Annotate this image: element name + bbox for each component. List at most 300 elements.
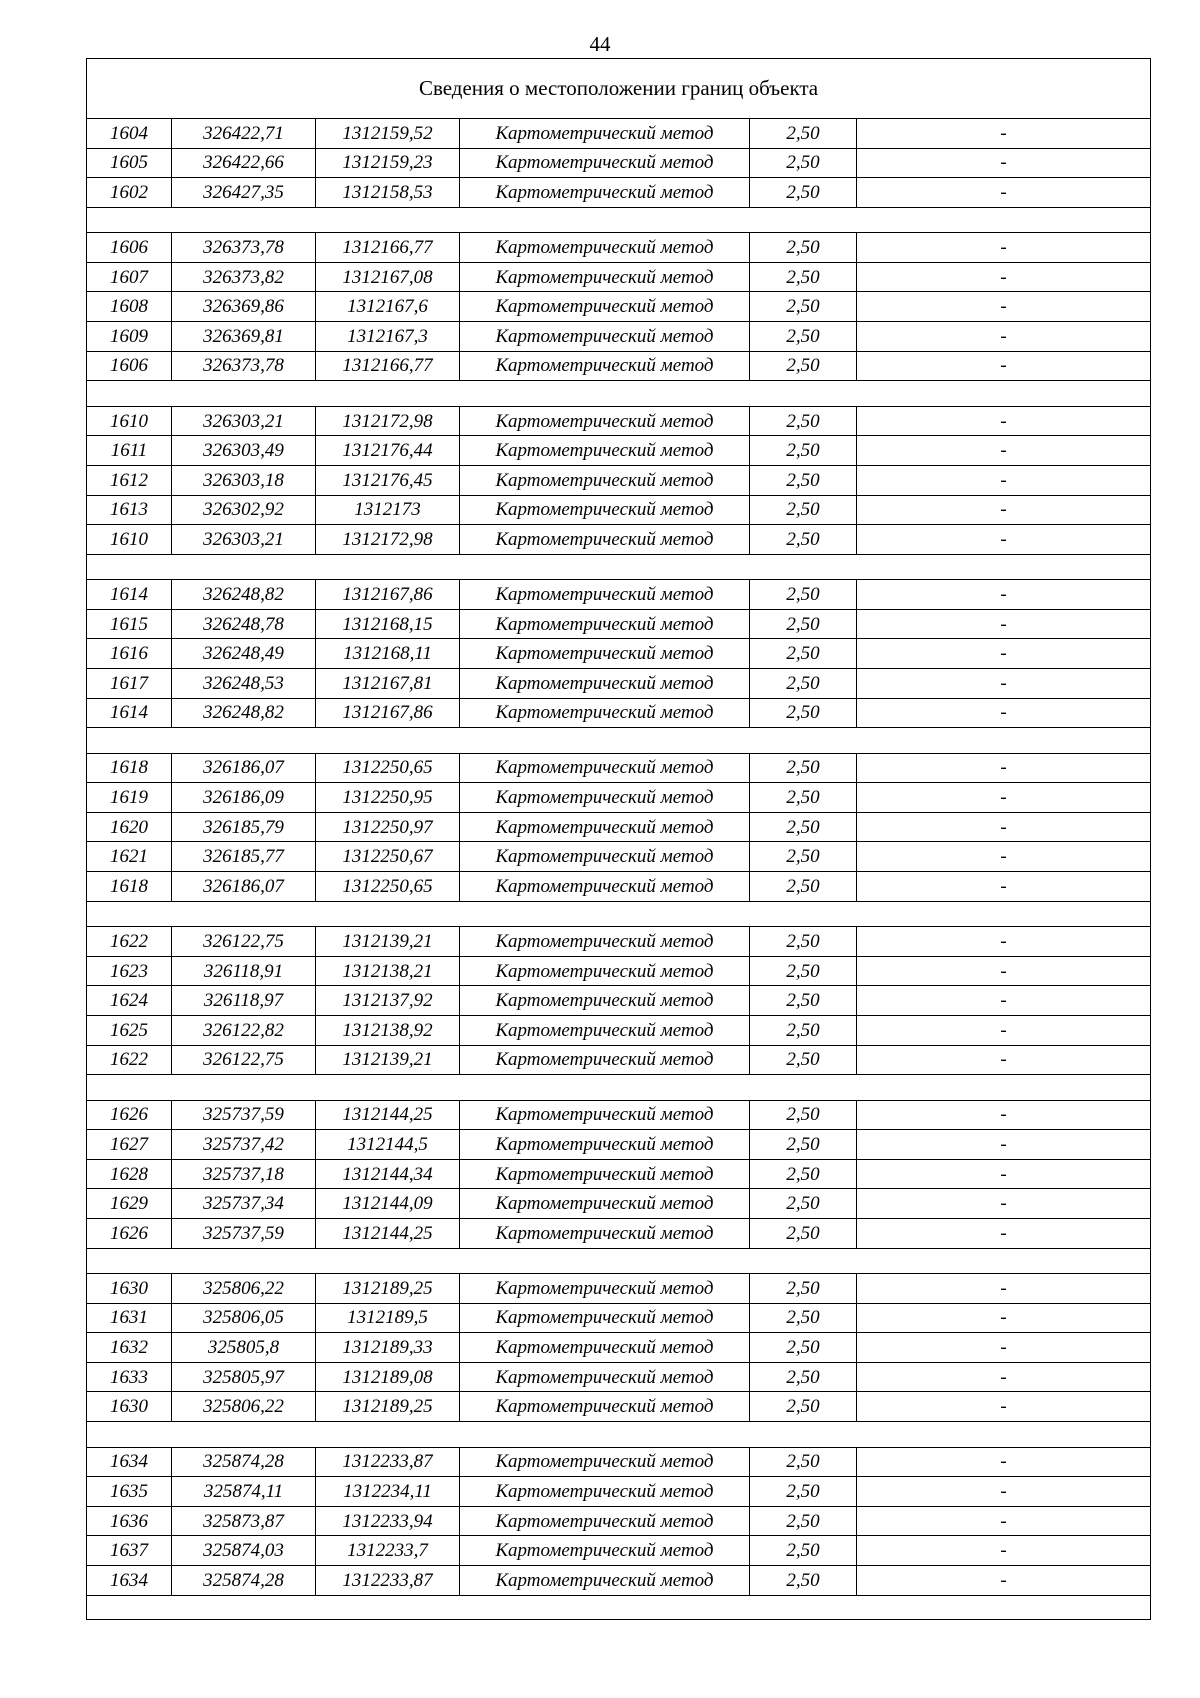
y-coordinate-cell: 1312173 [316,495,460,525]
accuracy-cell: 2,50 [750,872,857,902]
point-number-cell: 1606 [87,351,172,381]
accuracy-cell: 2,50 [750,178,857,208]
y-coordinate-cell: 1312138,21 [316,956,460,986]
group-separator-row [87,207,1151,233]
method-cell: Картометрический метод [460,1447,750,1477]
accuracy-cell: 2,50 [750,986,857,1016]
point-number-cell: 1630 [87,1274,172,1304]
description-cell: - [857,1159,1151,1189]
method-cell: Картометрический метод [460,1536,750,1566]
description-cell: - [857,639,1151,669]
accuracy-cell: 2,50 [750,783,857,813]
point-number-cell: 1609 [87,322,172,352]
y-coordinate-cell: 1312144,25 [316,1219,460,1249]
point-number-cell: 1630 [87,1392,172,1422]
x-coordinate-cell: 326373,78 [172,351,316,381]
point-number-cell: 1623 [87,956,172,986]
method-cell: Картометрический метод [460,1100,750,1130]
y-coordinate-cell: 1312167,3 [316,322,460,352]
table-row [87,1333,1151,1363]
accuracy-cell: 2,50 [750,639,857,669]
method-cell: Картометрический метод [460,842,750,872]
method-cell: Картометрический метод [460,233,750,263]
table-row [87,927,1151,957]
description-cell: - [857,812,1151,842]
point-number-cell: 1633 [87,1362,172,1392]
y-coordinate-cell: 1312137,92 [316,986,460,1016]
x-coordinate-cell: 326422,71 [172,119,316,149]
table-row [87,1477,1151,1507]
description-cell: - [857,580,1151,610]
x-coordinate-cell: 325874,03 [172,1536,316,1566]
point-number-cell: 1602 [87,178,172,208]
table-row [87,1536,1151,1566]
y-coordinate-cell: 1312189,5 [316,1303,460,1333]
table-row [87,233,1151,263]
point-number-cell: 1614 [87,698,172,728]
x-coordinate-cell: 326186,07 [172,872,316,902]
description-cell: - [857,1100,1151,1130]
table-row [87,1362,1151,1392]
method-cell: Картометрический метод [460,1130,750,1160]
x-coordinate-cell: 326302,92 [172,495,316,525]
table-row [87,1159,1151,1189]
x-coordinate-cell: 326303,21 [172,406,316,436]
method-cell: Картометрический метод [460,927,750,957]
y-coordinate-cell: 1312233,87 [316,1447,460,1477]
y-coordinate-cell: 1312176,44 [316,436,460,466]
method-cell: Картометрический метод [460,1392,750,1422]
description-cell: - [857,783,1151,813]
x-coordinate-cell: 326303,49 [172,436,316,466]
accuracy-cell: 2,50 [750,233,857,263]
group-separator-row [87,1075,1151,1101]
description-cell: - [857,609,1151,639]
method-cell: Картометрический метод [460,1159,750,1189]
accuracy-cell: 2,50 [750,1274,857,1304]
group-separator-cell [87,901,1151,927]
method-cell: Картометрический метод [460,956,750,986]
point-number-cell: 1615 [87,609,172,639]
accuracy-cell: 2,50 [750,1506,857,1536]
description-cell: - [857,525,1151,555]
y-coordinate-cell: 1312233,87 [316,1565,460,1595]
method-cell: Картометрический метод [460,1219,750,1249]
method-cell: Картометрический метод [460,1333,750,1363]
y-coordinate-cell: 1312234,11 [316,1477,460,1507]
description-cell: - [857,148,1151,178]
table-title: Сведения о местоположении границ объекта [87,59,1151,119]
x-coordinate-cell: 326122,82 [172,1015,316,1045]
accuracy-cell: 2,50 [750,495,857,525]
description-cell: - [857,292,1151,322]
table-row [87,525,1151,555]
point-number-cell: 1610 [87,525,172,555]
y-coordinate-cell: 1312167,86 [316,698,460,728]
group-separator-cell [87,207,1151,233]
method-cell: Картометрический метод [460,119,750,149]
table-row [87,609,1151,639]
x-coordinate-cell: 326427,35 [172,178,316,208]
description-cell: - [857,842,1151,872]
group-separator-row [87,728,1151,754]
table-row [87,1447,1151,1477]
point-number-cell: 1606 [87,233,172,263]
description-cell: - [857,262,1151,292]
accuracy-cell: 2,50 [750,753,857,783]
point-number-cell: 1614 [87,580,172,610]
table-row [87,1274,1151,1304]
method-cell: Картометрический метод [460,436,750,466]
accuracy-cell: 2,50 [750,1130,857,1160]
description-cell: - [857,1045,1151,1075]
accuracy-cell: 2,50 [750,669,857,699]
group-separator-cell [87,728,1151,754]
description-cell: - [857,1447,1151,1477]
description-cell: - [857,465,1151,495]
point-number-cell: 1622 [87,1045,172,1075]
description-cell: - [857,1333,1151,1363]
table-row [87,580,1151,610]
accuracy-cell: 2,50 [750,119,857,149]
table-row [87,812,1151,842]
x-coordinate-cell: 325874,28 [172,1447,316,1477]
table-row [87,178,1151,208]
x-coordinate-cell: 325874,11 [172,1477,316,1507]
table-row [87,262,1151,292]
x-coordinate-cell: 326248,53 [172,669,316,699]
x-coordinate-cell: 325873,87 [172,1506,316,1536]
accuracy-cell: 2,50 [750,292,857,322]
point-number-cell: 1619 [87,783,172,813]
table-row [87,753,1151,783]
point-number-cell: 1631 [87,1303,172,1333]
accuracy-cell: 2,50 [750,1189,857,1219]
x-coordinate-cell: 326186,07 [172,753,316,783]
description-cell: - [857,322,1151,352]
point-number-cell: 1605 [87,148,172,178]
point-number-cell: 1607 [87,262,172,292]
method-cell: Картометрический метод [460,1303,750,1333]
y-coordinate-cell: 1312144,5 [316,1130,460,1160]
x-coordinate-cell: 326422,66 [172,148,316,178]
point-number-cell: 1636 [87,1506,172,1536]
accuracy-cell: 2,50 [750,322,857,352]
table-row [87,465,1151,495]
x-coordinate-cell: 325737,42 [172,1130,316,1160]
method-cell: Картометрический метод [460,753,750,783]
x-coordinate-cell: 325737,59 [172,1100,316,1130]
table-row [87,292,1151,322]
method-cell: Картометрический метод [460,1274,750,1304]
x-coordinate-cell: 325806,22 [172,1392,316,1422]
method-cell: Картометрический метод [460,1506,750,1536]
description-cell: - [857,119,1151,149]
y-coordinate-cell: 1312166,77 [316,233,460,263]
boundary-coordinates-table [86,58,1151,1620]
accuracy-cell: 2,50 [750,812,857,842]
accuracy-cell: 2,50 [750,262,857,292]
method-cell: Картометрический метод [460,495,750,525]
description-cell: - [857,1219,1151,1249]
accuracy-cell: 2,50 [750,1100,857,1130]
group-separator-row [87,1595,1151,1620]
point-number-cell: 1621 [87,842,172,872]
method-cell: Картометрический метод [460,178,750,208]
point-number-cell: 1608 [87,292,172,322]
table-row [87,1219,1151,1249]
x-coordinate-cell: 326369,86 [172,292,316,322]
point-number-cell: 1618 [87,872,172,902]
x-coordinate-cell: 326248,82 [172,698,316,728]
table-row [87,986,1151,1016]
method-cell: Картометрический метод [460,525,750,555]
table-row [87,698,1151,728]
table-row [87,1015,1151,1045]
group-separator-cell [87,1595,1151,1620]
page-number: 44 [589,32,611,56]
x-coordinate-cell: 326185,79 [172,812,316,842]
y-coordinate-cell: 1312139,21 [316,927,460,957]
description-cell: - [857,1274,1151,1304]
group-separator-row [87,554,1151,580]
accuracy-cell: 2,50 [750,436,857,466]
description-cell: - [857,436,1151,466]
table-title-row [87,59,1151,119]
point-number-cell: 1627 [87,1130,172,1160]
y-coordinate-cell: 1312167,81 [316,669,460,699]
group-separator-cell [87,554,1151,580]
point-number-cell: 1604 [87,119,172,149]
x-coordinate-cell: 326118,91 [172,956,316,986]
table-row [87,148,1151,178]
point-number-cell: 1610 [87,406,172,436]
method-cell: Картометрический метод [460,148,750,178]
method-cell: Картометрический метод [460,812,750,842]
point-number-cell: 1634 [87,1447,172,1477]
description-cell: - [857,495,1151,525]
y-coordinate-cell: 1312250,97 [316,812,460,842]
y-coordinate-cell: 1312158,53 [316,178,460,208]
x-coordinate-cell: 325806,22 [172,1274,316,1304]
point-number-cell: 1628 [87,1159,172,1189]
y-coordinate-cell: 1312250,67 [316,842,460,872]
description-cell: - [857,698,1151,728]
method-cell: Картометрический метод [460,292,750,322]
description-cell: - [857,1189,1151,1219]
method-cell: Картометрический метод [460,465,750,495]
description-cell: - [857,406,1151,436]
y-coordinate-cell: 1312250,65 [316,872,460,902]
x-coordinate-cell: 326122,75 [172,1045,316,1075]
y-coordinate-cell: 1312189,25 [316,1274,460,1304]
method-cell: Картометрический метод [460,1565,750,1595]
method-cell: Картометрический метод [460,580,750,610]
x-coordinate-cell: 326248,49 [172,639,316,669]
y-coordinate-cell: 1312166,77 [316,351,460,381]
y-coordinate-cell: 1312233,94 [316,1506,460,1536]
accuracy-cell: 2,50 [750,1333,857,1363]
y-coordinate-cell: 1312189,33 [316,1333,460,1363]
point-number-cell: 1637 [87,1536,172,1566]
group-separator-cell [87,1422,1151,1448]
accuracy-cell: 2,50 [750,927,857,957]
table-row [87,1565,1151,1595]
table-row [87,351,1151,381]
y-coordinate-cell: 1312172,98 [316,406,460,436]
method-cell: Картометрический метод [460,639,750,669]
description-cell: - [857,872,1151,902]
method-cell: Картометрический метод [460,1477,750,1507]
description-cell: - [857,1477,1151,1507]
description-cell: - [857,753,1151,783]
table-row [87,1189,1151,1219]
accuracy-cell: 2,50 [750,580,857,610]
table-row [87,1303,1151,1333]
accuracy-cell: 2,50 [750,465,857,495]
table-row [87,436,1151,466]
x-coordinate-cell: 326122,75 [172,927,316,957]
accuracy-cell: 2,50 [750,1015,857,1045]
description-cell: - [857,1392,1151,1422]
point-number-cell: 1618 [87,753,172,783]
table-row [87,406,1151,436]
x-coordinate-cell: 325737,59 [172,1219,316,1249]
method-cell: Картометрический метод [460,986,750,1016]
table-row [87,669,1151,699]
point-number-cell: 1626 [87,1100,172,1130]
accuracy-cell: 2,50 [750,148,857,178]
x-coordinate-cell: 326373,78 [172,233,316,263]
x-coordinate-cell: 326369,81 [172,322,316,352]
method-cell: Картометрический метод [460,872,750,902]
point-number-cell: 1626 [87,1219,172,1249]
y-coordinate-cell: 1312159,23 [316,148,460,178]
y-coordinate-cell: 1312176,45 [316,465,460,495]
accuracy-cell: 2,50 [750,1219,857,1249]
y-coordinate-cell: 1312189,25 [316,1392,460,1422]
group-separator-row [87,1248,1151,1274]
y-coordinate-cell: 1312167,6 [316,292,460,322]
table-row [87,119,1151,149]
accuracy-cell: 2,50 [750,406,857,436]
y-coordinate-cell: 1312250,65 [316,753,460,783]
table-row [87,842,1151,872]
description-cell: - [857,986,1151,1016]
accuracy-cell: 2,50 [750,1565,857,1595]
accuracy-cell: 2,50 [750,1045,857,1075]
accuracy-cell: 2,50 [750,1477,857,1507]
method-cell: Картометрический метод [460,669,750,699]
point-number-cell: 1635 [87,1477,172,1507]
accuracy-cell: 2,50 [750,1536,857,1566]
point-number-cell: 1632 [87,1333,172,1363]
accuracy-cell: 2,50 [750,1362,857,1392]
method-cell: Картометрический метод [460,1045,750,1075]
description-cell: - [857,1303,1151,1333]
table-row [87,495,1151,525]
x-coordinate-cell: 326248,82 [172,580,316,610]
description-cell: - [857,669,1151,699]
x-coordinate-cell: 325806,05 [172,1303,316,1333]
y-coordinate-cell: 1312144,34 [316,1159,460,1189]
point-number-cell: 1629 [87,1189,172,1219]
method-cell: Картометрический метод [460,406,750,436]
accuracy-cell: 2,50 [750,1303,857,1333]
method-cell: Картометрический метод [460,783,750,813]
x-coordinate-cell: 325874,28 [172,1565,316,1595]
table-row [87,639,1151,669]
description-cell: - [857,1506,1151,1536]
method-cell: Картометрический метод [460,262,750,292]
y-coordinate-cell: 1312233,7 [316,1536,460,1566]
table-row [87,872,1151,902]
method-cell: Картометрический метод [460,1362,750,1392]
point-number-cell: 1634 [87,1565,172,1595]
point-number-cell: 1613 [87,495,172,525]
accuracy-cell: 2,50 [750,1159,857,1189]
description-cell: - [857,927,1151,957]
x-coordinate-cell: 326118,97 [172,986,316,1016]
accuracy-cell: 2,50 [750,351,857,381]
point-number-cell: 1622 [87,927,172,957]
group-separator-cell [87,1075,1151,1101]
description-cell: - [857,1536,1151,1566]
description-cell: - [857,233,1151,263]
description-cell: - [857,1015,1151,1045]
group-separator-row [87,1422,1151,1448]
y-coordinate-cell: 1312250,95 [316,783,460,813]
group-separator-cell [87,1248,1151,1274]
x-coordinate-cell: 326186,09 [172,783,316,813]
y-coordinate-cell: 1312172,98 [316,525,460,555]
table-row [87,1392,1151,1422]
accuracy-cell: 2,50 [750,1392,857,1422]
group-separator-cell [87,381,1151,407]
description-cell: - [857,1565,1151,1595]
x-coordinate-cell: 326248,78 [172,609,316,639]
accuracy-cell: 2,50 [750,525,857,555]
description-cell: - [857,1362,1151,1392]
point-number-cell: 1624 [87,986,172,1016]
table-row [87,956,1151,986]
y-coordinate-cell: 1312159,52 [316,119,460,149]
accuracy-cell: 2,50 [750,842,857,872]
accuracy-cell: 2,50 [750,956,857,986]
accuracy-cell: 2,50 [750,609,857,639]
x-coordinate-cell: 326185,77 [172,842,316,872]
description-cell: - [857,1130,1151,1160]
x-coordinate-cell: 325805,8 [172,1333,316,1363]
accuracy-cell: 2,50 [750,698,857,728]
description-cell: - [857,178,1151,208]
y-coordinate-cell: 1312167,08 [316,262,460,292]
table-row [87,1045,1151,1075]
x-coordinate-cell: 325737,34 [172,1189,316,1219]
method-cell: Картометрический метод [460,1015,750,1045]
x-coordinate-cell: 325737,18 [172,1159,316,1189]
x-coordinate-cell: 326303,21 [172,525,316,555]
point-number-cell: 1616 [87,639,172,669]
y-coordinate-cell: 1312168,15 [316,609,460,639]
point-number-cell: 1612 [87,465,172,495]
method-cell: Картометрический метод [460,351,750,381]
table-row [87,1506,1151,1536]
point-number-cell: 1617 [87,669,172,699]
group-separator-row [87,901,1151,927]
x-coordinate-cell: 326303,18 [172,465,316,495]
y-coordinate-cell: 1312168,11 [316,639,460,669]
